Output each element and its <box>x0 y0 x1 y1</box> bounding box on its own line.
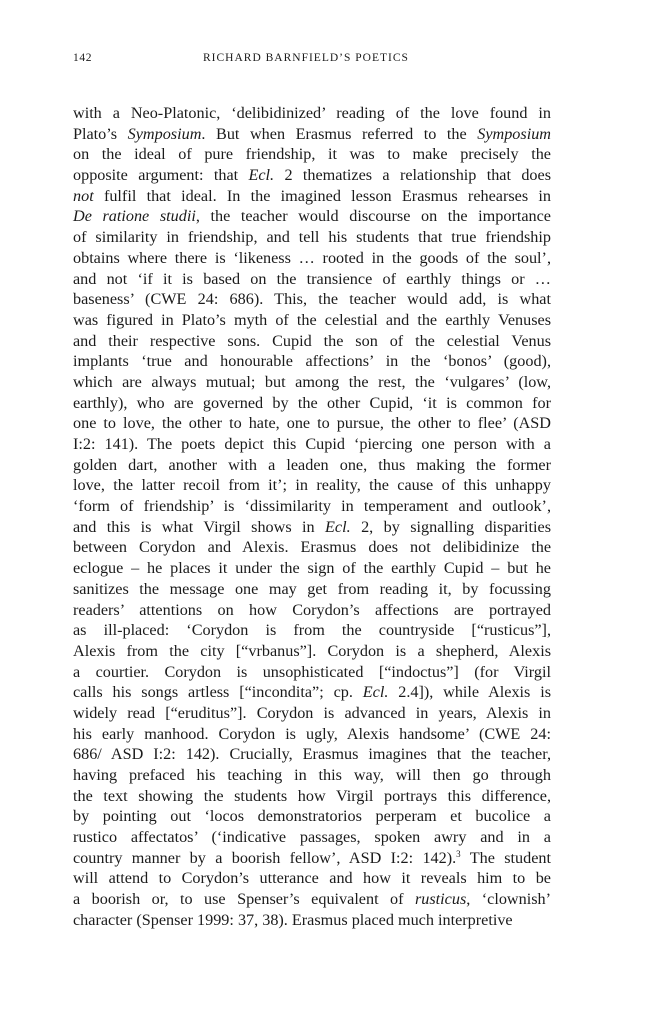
text-line: golden dart, another with a leaden one, thus making the former <box>73 455 551 474</box>
body-paragraph <box>73 103 551 931</box>
text-line: I:2: 141). The poets depict this Cupid ‘piercing one person with a <box>73 435 551 453</box>
text-line: his early manhood. Corydon is ugly, Alexis handsome’ (CWE 24: <box>73 724 551 743</box>
text-line: eclogue – he places it under the sign of the earthly Cupid – but he <box>73 559 551 578</box>
text-line: character (Spenser 1999: 37, 38). Erasmus placed much interpretive <box>73 910 513 929</box>
text-line: between Corydon and Alexis. Erasmus does not delibidinize the <box>73 538 551 557</box>
text-line: was figured in Plato’s myth of the celestial and the earthly Venuses <box>73 310 551 329</box>
text-line: baseness’ (CWE 24: 686). This, the teacher would add, is what <box>73 290 551 309</box>
text-line: readers’ attentions on how Corydon’s affections are portrayed <box>73 600 551 619</box>
text-line: opposite argument: that Ecl. 2 thematizes a relationship that does <box>73 166 551 185</box>
text-line: obtains where there is ‘likeness … rooted in the goods of the soul’, <box>73 248 551 267</box>
text-line: not fulfil that ideal. In the imagined lesson Erasmus rehearses in <box>73 186 551 205</box>
text-line: implants ‘true and honourable affections’ in the ‘bonos’ (good), <box>73 352 551 371</box>
running-head-title: RICHARD BARNFIELD’S POETICS <box>203 52 409 64</box>
text-line: a boorish or, to use Spenser’s equivalent of rusticus, ‘clownish’ <box>73 890 551 909</box>
text-line: earthly), who are governed by the other Cupid, ‘it is common for <box>73 393 551 412</box>
text-line: Plato’s Symposium. But when Erasmus referred to the Symposium <box>73 124 551 143</box>
text-line: of similarity in friendship, and tell his students that true friendship <box>73 228 551 247</box>
text-line: and their respective sons. Cupid the son of the celestial Venus <box>73 331 551 350</box>
text-line: with a Neo-Platonic, ‘delibidinized’ reading of the love found in <box>73 104 551 122</box>
text-line: will attend to Corydon’s utterance and how it reveals him to be <box>73 869 551 888</box>
text-line: rustico affectatos’ (‘indicative passages, spoken awry and in a <box>73 828 551 847</box>
text-line: which are always mutual; but among the rest, the ‘vulgares’ (low, <box>73 372 551 391</box>
page-number: 142 <box>73 52 93 64</box>
text-line: widely read [“eruditus”]. Corydon is advanced in years, Alexis in <box>73 703 551 722</box>
text-line: ‘form of friendship’ is ‘dissimilarity in temperament and outlook’, <box>73 497 551 516</box>
text-line: love, the latter recoil from it’; in reality, the cause of this unhappy <box>73 476 551 495</box>
text-line: the text showing the students how Virgil portrays this difference, <box>73 786 551 805</box>
text-line: having prefaced his teaching in this way, will then go through <box>73 766 551 784</box>
text-line: 686/ ASD I:2: 142). Crucially, Erasmus imagines that the teacher, <box>73 745 551 764</box>
text-line: as ill-placed: ‘Corydon is from the countryside [“rusticus”], <box>73 621 551 640</box>
text-line: country manner by a boorish fellow’, ASD I:2: 142).$^3$ The student <box>73 848 551 867</box>
text-line: on the ideal of pure friendship, it was to make precisely the <box>73 145 551 164</box>
text-line: and this is what Virgil shows in Ecl. 2, by signalling disparities <box>73 517 552 536</box>
text-line: by pointing out ‘locos demonstratorios perperam et bucolice a <box>73 807 551 826</box>
text-line: De ratione studii, the teacher would discourse on the importance <box>73 207 551 226</box>
text-line: one to love, the other to hate, one to pursue, the other to flee’ (ASD <box>73 414 551 433</box>
text-line: calls his songs artless [“incondita”; cp. Ecl. 2.4]), while Alexis is <box>73 683 551 702</box>
text-line: sanitizes the message one may get from reading it, by focussing <box>73 579 551 598</box>
text-line: a courtier. Corydon is unsophisticated [“indoctus”] (for Virgil <box>73 662 551 681</box>
text-line: Alexis from the city [“vrbanus”]. Corydon is a shepherd, Alexis <box>73 641 551 660</box>
text-line: and not ‘if it is based on the transience of earthly things or … <box>73 269 551 288</box>
